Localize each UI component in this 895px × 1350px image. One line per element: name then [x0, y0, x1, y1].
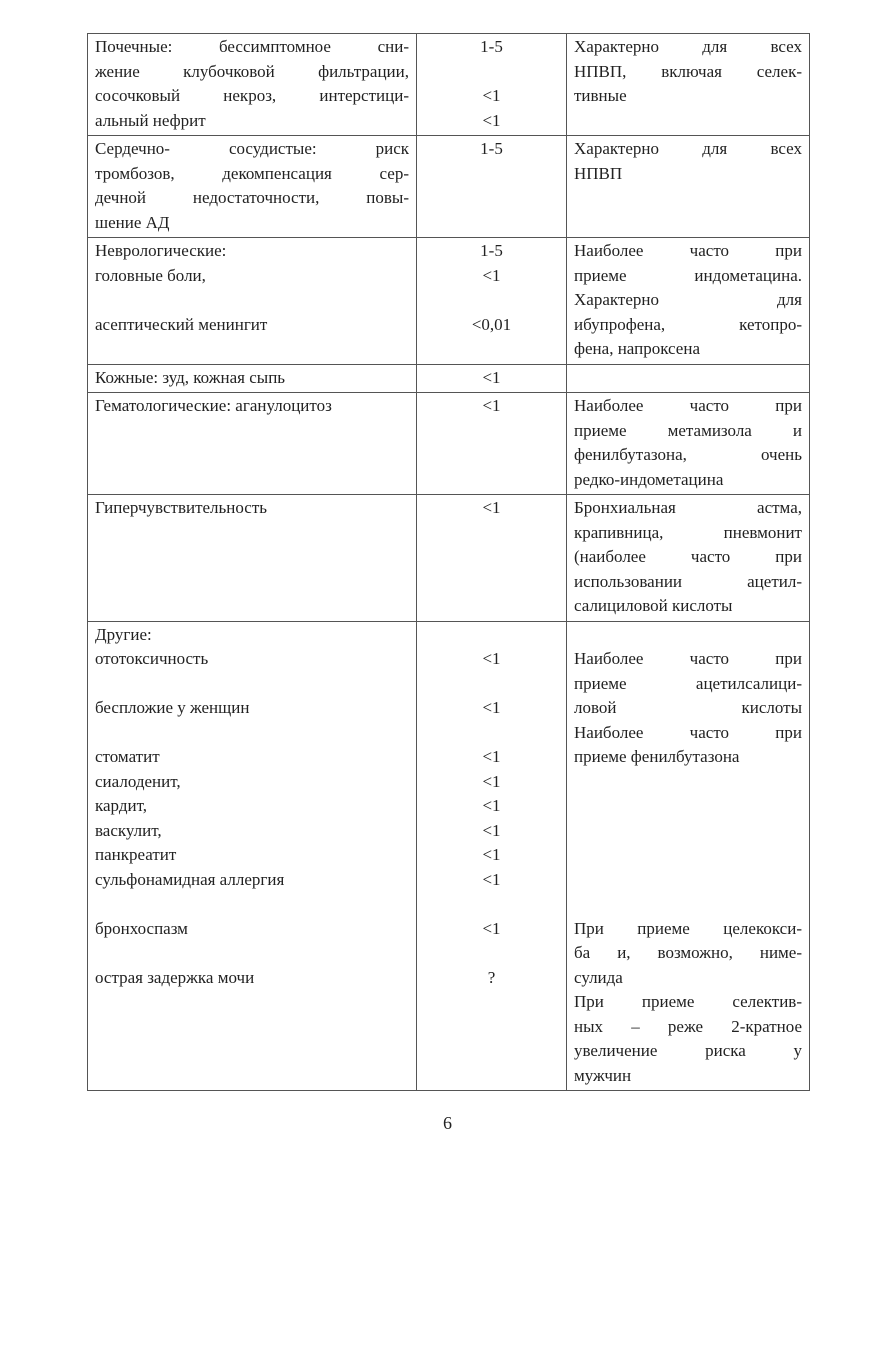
cell-line [424, 60, 559, 85]
cell-line: <1 [482, 771, 501, 791]
cell-line [424, 941, 559, 966]
cell-line: <1 [482, 796, 501, 815]
cell-line: беспложие у женщин [95, 698, 250, 717]
cell-line: 1-5 [480, 37, 503, 56]
cell-line: мужчин [574, 1065, 632, 1085]
cell-line: приеме метамизола и [574, 420, 802, 440]
effect-cell [88, 364, 417, 393]
cell-line: Гематологические: аганулоцитоз [95, 396, 332, 415]
cell-line: приеме фенилбутазона [574, 747, 740, 766]
cell-line: Наиболее часто при [574, 241, 802, 260]
table-row [88, 495, 810, 622]
note-cell [567, 34, 810, 136]
cell-line: острая задержка мочи [95, 967, 255, 987]
cell-line [424, 162, 559, 187]
cell-line: редко-индометацина [574, 469, 724, 489]
cell-line [574, 366, 802, 391]
cell-line [424, 186, 559, 211]
cell-line: тромбозов, декомпенсация сер- [95, 163, 409, 183]
cell-line: ных – реже 2-кратное [574, 1016, 802, 1036]
cell-line: <1 [482, 698, 501, 717]
cell-line: шение АД [95, 212, 170, 232]
cell-line [95, 1015, 409, 1040]
cell-line: Характерно для [574, 290, 802, 309]
cell-line: тивные [574, 86, 627, 105]
cell-line: ба и, возможно, ниме- [574, 943, 802, 962]
cell-line [574, 109, 802, 134]
cell-line: <1 [482, 845, 501, 864]
cell-line: увеличение риска у [574, 1041, 802, 1060]
cell-line: приеме индометацина. [574, 265, 802, 285]
effect-cell [88, 621, 417, 1091]
note-cell [567, 238, 810, 365]
cell-line: Другие: [95, 624, 152, 644]
frequency-cell [417, 393, 567, 495]
cell-line: <1 [482, 498, 501, 517]
cell-line: Кожные: зуд, кожная сыпь [95, 367, 286, 387]
cell-line: Бронхиальная астма, [574, 498, 802, 517]
cell-line: 1-5 [480, 241, 503, 260]
cell-line [424, 672, 559, 697]
cell-line: фена, напроксена [574, 339, 700, 358]
cell-line: Характерно для всех [574, 37, 802, 56]
cell-line [424, 211, 559, 236]
cell-line: <1 [482, 747, 501, 766]
cell-line: бронхоспазм [95, 918, 188, 938]
cell-line: Наиболее часто при [574, 722, 802, 742]
note-cell [567, 136, 810, 238]
frequency-cell [417, 621, 567, 1091]
note-cell [567, 364, 810, 393]
cell-line: 1-5 [480, 139, 503, 158]
cell-line [95, 892, 409, 917]
cell-line [424, 892, 559, 917]
cell-line: ловой кислоты [574, 698, 802, 717]
table-row [88, 364, 810, 393]
frequency-cell [417, 364, 567, 393]
table-row [88, 393, 810, 495]
cell-line: ? [487, 967, 496, 987]
adverse-effects-table [87, 33, 810, 1091]
cell-line: НПВП [574, 163, 623, 183]
cell-line: стоматит [95, 747, 160, 766]
cell-line: <1 [482, 918, 501, 938]
cell-line [95, 672, 409, 697]
table-row [88, 34, 810, 136]
cell-line [424, 623, 559, 648]
cell-line: Наиболее часто при [574, 649, 802, 668]
table-row [88, 136, 810, 238]
cell-line: сульфонамидная аллергия [95, 869, 285, 889]
cell-line: сулида [574, 967, 623, 987]
cell-line: дечной недостаточности, повы- [95, 188, 409, 207]
cell-line [574, 623, 802, 648]
cell-line: кардит, [95, 796, 147, 815]
cell-line: НПВП, включая селек- [574, 61, 802, 81]
cell-line [424, 1015, 559, 1040]
page-number: 6 [443, 1113, 452, 1133]
cell-line: При приеме селектив- [574, 992, 802, 1011]
cell-line: использовании ацетил- [574, 571, 802, 591]
cell-line: (наиболее часто при [574, 547, 802, 566]
cell-line: асептический менингит [95, 314, 268, 334]
cell-line: головные боли, [95, 265, 206, 285]
frequency-cell [417, 495, 567, 622]
cell-line: ототоксичность [95, 649, 209, 668]
cell-line: жение клубочковой фильтрации, [95, 61, 409, 81]
cell-line: <1 [482, 820, 501, 840]
cell-line: Почечные: бессимптомное сни- [95, 37, 409, 56]
cell-line [574, 794, 802, 819]
cell-line: сосочковый некроз, интерстици- [95, 86, 409, 105]
cell-line [574, 868, 802, 893]
cell-line: <1 [482, 396, 501, 415]
cell-line: Гиперчувствительность [95, 498, 268, 517]
effect-cell [88, 495, 417, 622]
effect-cell [88, 34, 417, 136]
cell-line: сиалоденит, [95, 771, 181, 791]
effect-cell [88, 393, 417, 495]
cell-line: <1 [482, 649, 501, 668]
cell-line: Наиболее часто при [574, 396, 802, 415]
cell-line [574, 186, 802, 211]
effect-cell [88, 238, 417, 365]
cell-line: <1 [482, 367, 501, 387]
cell-line [574, 892, 802, 917]
cell-line: <1 [482, 86, 501, 105]
cell-line: Характерно для всех [574, 139, 802, 158]
frequency-cell [417, 136, 567, 238]
cell-line: васкулит, [95, 820, 162, 840]
cell-line: Неврологические: [95, 241, 227, 260]
cell-line [95, 721, 409, 746]
cell-line [424, 1039, 559, 1064]
effect-cell [88, 136, 417, 238]
cell-line: Сердечно- сосудистые: риск [95, 139, 409, 158]
cell-line [95, 288, 409, 313]
cell-line: При приеме целекокси- [574, 918, 802, 938]
cell-line [574, 819, 802, 844]
cell-line [574, 770, 802, 795]
cell-line: <0,01 [471, 314, 512, 334]
cell-line [95, 1064, 409, 1089]
cell-line: <1 [482, 265, 501, 285]
cell-line [574, 211, 802, 236]
frequency-cell [417, 238, 567, 365]
table-row [88, 621, 810, 1091]
cell-line: фенилбутазона, очень [574, 445, 802, 464]
frequency-cell [417, 34, 567, 136]
cell-line [95, 941, 409, 966]
cell-line [424, 288, 559, 313]
cell-line [95, 990, 409, 1015]
cell-line [424, 990, 559, 1015]
cell-line: ибупрофена, кетопро- [574, 314, 802, 334]
cell-line [424, 1064, 559, 1089]
note-cell [567, 621, 810, 1091]
note-cell [567, 495, 810, 622]
cell-line: крапивница, пневмонит [574, 522, 802, 542]
note-cell [567, 393, 810, 495]
cell-line [574, 843, 802, 868]
cell-line: <1 [482, 110, 501, 130]
cell-line [424, 721, 559, 746]
table-row [88, 238, 810, 365]
cell-line: салициловой кислоты [574, 596, 733, 615]
cell-line: <1 [482, 869, 501, 889]
cell-line [95, 1039, 409, 1064]
cell-line: панкреатит [95, 845, 177, 864]
cell-line: альный нефрит [95, 110, 206, 130]
cell-line: приеме ацетилсалици- [574, 673, 802, 693]
